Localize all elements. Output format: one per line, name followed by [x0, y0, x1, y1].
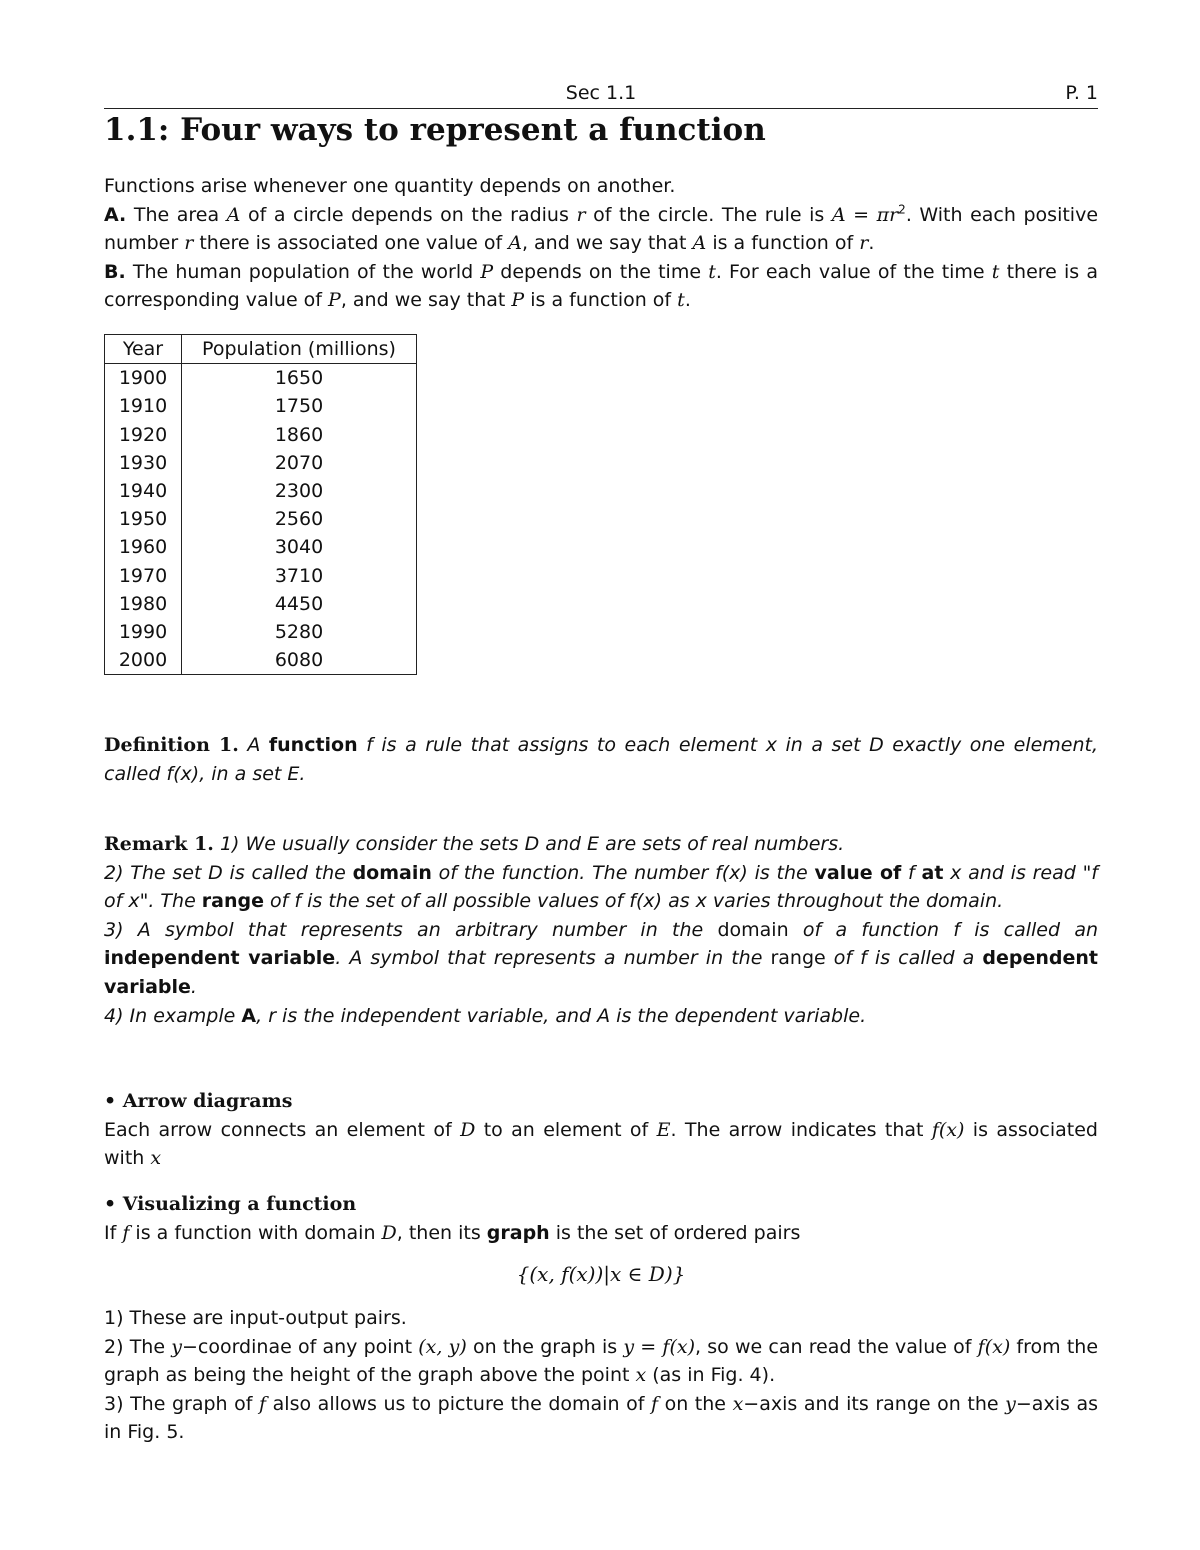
text: , so we can read the value of	[695, 1335, 978, 1358]
exponent: 2	[898, 202, 906, 217]
visualizing-heading: • Visualizing a function	[104, 1193, 357, 1215]
math-var: y	[1005, 1392, 1016, 1415]
page-number: P. 1	[1065, 82, 1098, 104]
table-row	[105, 449, 417, 477]
intro-paragraph	[104, 172, 1098, 315]
column-header-population: Population (millions)	[182, 335, 417, 364]
table-header-row	[105, 335, 417, 364]
text: is a function with domain	[129, 1221, 382, 1244]
text: also allows us to picture the domain of	[266, 1392, 651, 1415]
year-cell: 2000	[105, 646, 182, 675]
text: −axis as in Fig. 5.	[104, 1392, 1098, 1444]
year-cell: 1970	[105, 562, 182, 590]
text: on the	[658, 1392, 733, 1415]
population-cell: 3040	[182, 533, 417, 561]
year-cell: 1950	[105, 505, 182, 533]
year-cell: 1940	[105, 477, 182, 505]
text: there is associated one value of	[193, 232, 509, 255]
table-row	[105, 533, 417, 561]
text: , then its	[396, 1221, 487, 1244]
text: . For each value of the time	[715, 260, 992, 283]
term-dependent-variable: dependent variable	[104, 947, 1098, 998]
text: , and we say that	[340, 289, 512, 312]
text: , and we say that	[521, 232, 693, 255]
text: 2) The	[104, 1335, 172, 1358]
text: (as in Fig. 4).	[646, 1364, 776, 1387]
text: . A symbol that represents a number in the	[335, 947, 771, 970]
example-a-label: A.	[104, 203, 127, 226]
text: f	[901, 861, 922, 884]
text: depends on the time	[493, 260, 709, 283]
year-cell: 1990	[105, 618, 182, 646]
math-var: t	[991, 260, 1000, 283]
year-cell: 1930	[105, 449, 182, 477]
population-cell: 4450	[182, 590, 417, 618]
text: of a function f is called an	[788, 918, 1099, 941]
graph-set-formula: {(x, f(x))|x ∈ D)}	[516, 1262, 686, 1286]
year-cell: 1900	[105, 364, 182, 393]
math-var: f	[650, 1392, 658, 1415]
remark-label: Remark 1.	[104, 833, 214, 855]
math-var: f(x)	[931, 1118, 965, 1141]
term-range: range	[201, 890, 265, 913]
text: there is a corresponding value of	[104, 260, 1098, 312]
population-cell: 1750	[182, 392, 417, 420]
text: If	[104, 1221, 123, 1244]
math-var: x	[635, 1364, 647, 1387]
term-value-of: value of	[814, 861, 902, 884]
year-cell: 1980	[105, 590, 182, 618]
term-independent-variable: independent variable	[104, 947, 336, 970]
population-cell: 2070	[182, 449, 417, 477]
math-var: D	[381, 1221, 397, 1244]
table-row	[105, 421, 417, 449]
visualizing-section	[104, 1190, 1098, 1247]
text: 1) These are input-output pairs.	[104, 1307, 407, 1329]
page-header	[104, 80, 1098, 109]
page-title: 1.1: Four ways to represent a function	[104, 112, 766, 148]
text: , r is the independent variable, and A is the dependent variable.	[256, 1004, 867, 1027]
text: 3) A symbol that represents an arbitrary number in the	[104, 918, 718, 941]
text: of the circle. The rule is	[585, 203, 832, 226]
year-cell: 1960	[105, 533, 182, 561]
definition-block	[104, 731, 1098, 788]
text: . With each positive number	[104, 203, 1099, 255]
text: of f is the set of all possible values of f(x) as x varies throughout the domain.	[264, 890, 1004, 913]
math-var: A	[692, 232, 707, 255]
math-var: y = f(x)	[623, 1335, 695, 1358]
math-var: r	[184, 232, 194, 255]
area-formula: A = πr	[831, 203, 899, 226]
math-var: f	[122, 1221, 130, 1244]
population-cell: 6080	[182, 646, 417, 675]
table-row	[105, 364, 417, 393]
text: . The arrow indicates that	[670, 1118, 932, 1141]
text: from the graph as being the height of the graph above the point	[104, 1335, 1099, 1387]
text: .	[868, 232, 875, 255]
table-row	[105, 590, 417, 618]
math-var: f	[259, 1392, 267, 1415]
table-row	[105, 505, 417, 533]
math-var: x	[150, 1147, 162, 1170]
term-graph: graph	[486, 1221, 550, 1244]
year-cell: 1920	[105, 421, 182, 449]
text: f is a rule that assigns to each element x in a set D exactly one element, called f(x), in a set E.	[104, 734, 1099, 785]
arrow-diagrams-section	[104, 1087, 1098, 1173]
text: The human population of the world	[125, 260, 481, 283]
math-var: y	[171, 1335, 182, 1358]
table-row	[105, 562, 417, 590]
section-label: Sec 1.1	[565, 82, 637, 104]
text: domain	[717, 918, 789, 941]
population-table	[104, 334, 417, 675]
text: of a circle depends on the radius	[240, 203, 577, 226]
math-var: r	[576, 203, 586, 226]
text: of f is called a	[825, 947, 983, 970]
remark-block	[104, 830, 1098, 1030]
table-row	[105, 477, 417, 505]
example-b-label: B.	[104, 260, 126, 283]
math-var: A	[508, 232, 522, 255]
text: 3) The graph of	[104, 1392, 260, 1415]
term-domain: domain	[352, 861, 432, 884]
text: x and is read "f of x". The	[104, 861, 1098, 913]
math-var: E	[656, 1118, 671, 1141]
definition-label: Definition 1.	[104, 734, 239, 756]
text: is the set of ordered pairs	[549, 1221, 801, 1244]
text: −coordinae of any point	[181, 1335, 419, 1358]
text: −axis and its range on the	[743, 1392, 1006, 1415]
text: is a function of	[706, 232, 860, 255]
population-cell: 1860	[182, 421, 417, 449]
arrow-diagrams-heading: • Arrow diagrams	[104, 1090, 293, 1112]
text: The area	[126, 203, 227, 226]
text: on the graph is	[466, 1335, 624, 1358]
math-var: f(x)	[977, 1335, 1011, 1358]
graph-notes	[104, 1304, 1098, 1447]
population-cell: 2300	[182, 477, 417, 505]
math-var: t	[708, 260, 716, 283]
text: A	[238, 734, 269, 756]
text: of the function. The number f(x) is the	[431, 861, 815, 884]
math-var: r	[859, 232, 869, 255]
year-cell: 1910	[105, 392, 182, 420]
math-var: P	[511, 289, 525, 312]
math-var: (x, y)	[418, 1335, 467, 1358]
math-var: A	[226, 203, 241, 226]
math-var: D	[460, 1118, 476, 1141]
table-row	[105, 392, 417, 420]
math-var: P	[480, 260, 494, 283]
text: 4) In example	[104, 1004, 242, 1027]
population-cell: 5280	[182, 618, 417, 646]
math-var: x	[732, 1392, 744, 1415]
text: range	[770, 947, 826, 970]
math-var: t	[677, 289, 685, 312]
text: 2) The set D is called the	[104, 861, 353, 884]
text: .	[684, 289, 691, 312]
column-header-year: Year	[105, 335, 182, 364]
table-row	[105, 646, 417, 675]
math-var: P	[328, 289, 341, 312]
term-at: at	[921, 861, 944, 884]
text: Each arrow connects an element of	[104, 1118, 461, 1141]
population-cell: 2560	[182, 505, 417, 533]
text: is associated with	[104, 1118, 1098, 1170]
population-cell: 3710	[182, 562, 417, 590]
example-ref: A	[241, 1004, 257, 1027]
text: is a function of	[524, 289, 678, 312]
population-cell: 1650	[182, 364, 417, 393]
text: .	[190, 975, 197, 998]
text: 1) We usually consider the sets D and E are sets of real numbers.	[213, 833, 845, 855]
intro-line: Functions arise whenever one quantity depends on another.	[104, 175, 676, 197]
definition-term: function	[268, 734, 358, 756]
table-row	[105, 618, 417, 646]
text: to an element of	[475, 1118, 657, 1141]
